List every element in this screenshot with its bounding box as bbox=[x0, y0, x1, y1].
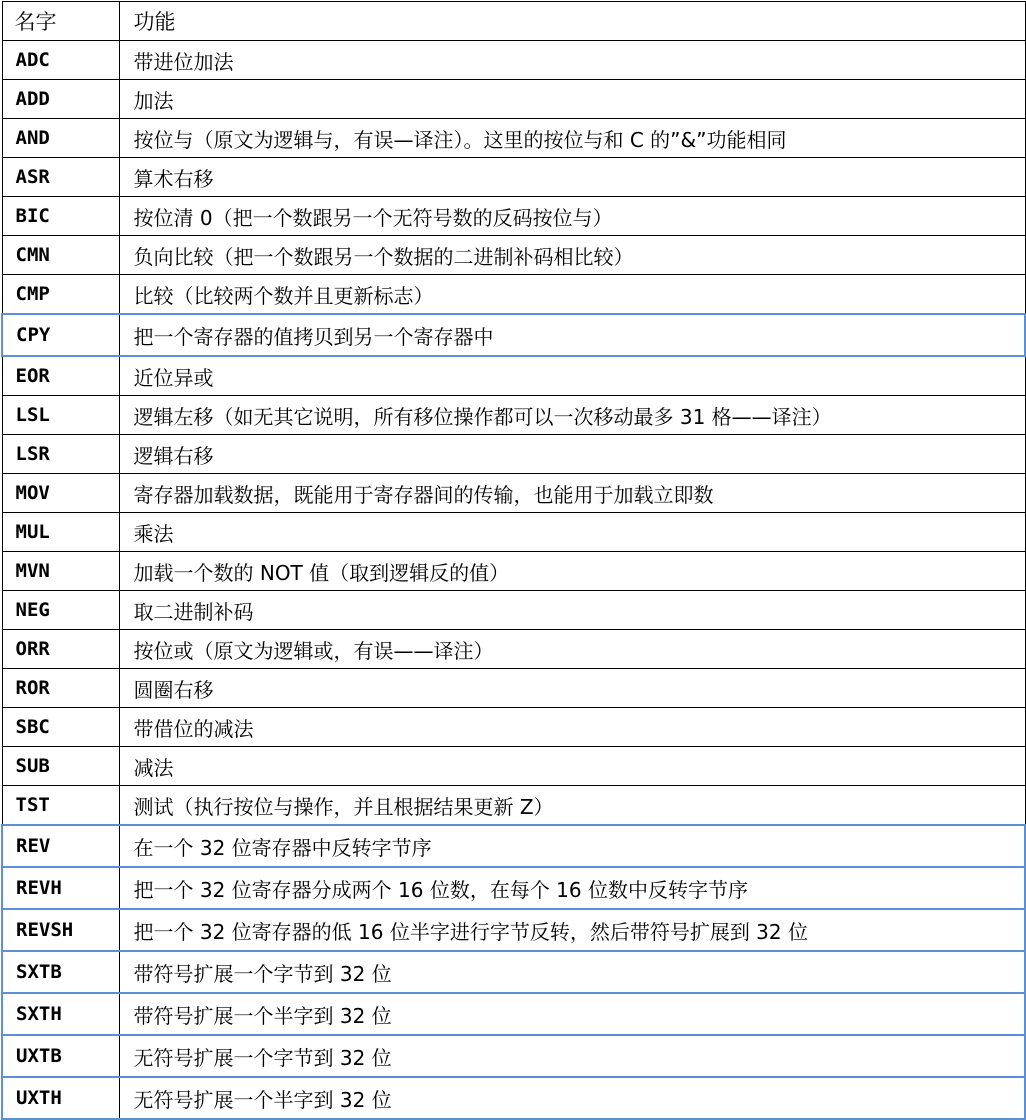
instruction-function-cell: 圆圈右移 bbox=[119, 669, 1025, 708]
instruction-function-cell: 无符号扩展一个半字到 32 位 bbox=[119, 1077, 1025, 1119]
table-row bbox=[2, 867, 1025, 909]
instruction-function-cell: 取二进制补码 bbox=[119, 591, 1025, 630]
instruction-name-cell: CPY bbox=[2, 314, 119, 356]
instruction-name-cell: MOV bbox=[2, 474, 119, 513]
table-row bbox=[2, 591, 1025, 630]
instruction-name-cell: UXTB bbox=[2, 1035, 119, 1077]
table-row bbox=[2, 669, 1025, 708]
instruction-name-cell: NEG bbox=[2, 591, 119, 630]
table-row bbox=[2, 630, 1025, 669]
column-header-name: 名字 bbox=[2, 2, 119, 41]
table-row bbox=[2, 513, 1025, 552]
instruction-function-cell: 减法 bbox=[119, 747, 1025, 786]
instruction-function-cell: 算术右移 bbox=[119, 158, 1025, 197]
instruction-function-cell: 近位异或 bbox=[119, 356, 1025, 396]
table-row bbox=[2, 909, 1025, 951]
instruction-function-cell: 带进位加法 bbox=[119, 41, 1025, 80]
instruction-name-cell: SBC bbox=[2, 708, 119, 747]
instruction-name-cell: UXTH bbox=[2, 1077, 119, 1119]
instruction-function-cell: 带符号扩展一个半字到 32 位 bbox=[119, 993, 1025, 1035]
instruction-function-cell: 把一个 32 位寄存器的低 16 位半字进行字节反转，然后带符号扩展到 32 位 bbox=[119, 909, 1025, 951]
table-row bbox=[2, 993, 1025, 1035]
table-row bbox=[2, 951, 1025, 993]
table-row bbox=[2, 236, 1025, 275]
instruction-function-cell: 带符号扩展一个字节到 32 位 bbox=[119, 951, 1025, 993]
instruction-name-cell: ADD bbox=[2, 80, 119, 119]
table-body bbox=[2, 41, 1025, 1120]
instruction-name-cell: ADC bbox=[2, 41, 119, 80]
instruction-name-cell: REVH bbox=[2, 867, 119, 909]
instruction-function-cell: 负向比较（把一个数跟另一个数据的二进制补码相比较） bbox=[119, 236, 1025, 275]
table-row bbox=[2, 275, 1025, 315]
table-row bbox=[2, 119, 1025, 158]
instruction-name-cell: TST bbox=[2, 786, 119, 826]
instruction-function-cell: 乘法 bbox=[119, 513, 1025, 552]
table-row bbox=[2, 314, 1025, 356]
instruction-function-cell: 按位或（原文为逻辑或，有误——译注） bbox=[119, 630, 1025, 669]
table-row bbox=[2, 747, 1025, 786]
instruction-function-cell: 带借位的减法 bbox=[119, 708, 1025, 747]
instruction-name-cell: ORR bbox=[2, 630, 119, 669]
instruction-function-cell: 加载一个数的 NOT 值（取到逻辑反的值） bbox=[119, 552, 1025, 591]
table-row bbox=[2, 786, 1025, 826]
instruction-name-cell: BIC bbox=[2, 197, 119, 236]
instruction-name-cell: ASR bbox=[2, 158, 119, 197]
instruction-function-cell: 比较（比较两个数并且更新标志） bbox=[119, 275, 1025, 315]
instruction-name-cell: SUB bbox=[2, 747, 119, 786]
table-row bbox=[2, 825, 1025, 867]
instruction-function-cell: 加法 bbox=[119, 80, 1025, 119]
instruction-name-cell: MUL bbox=[2, 513, 119, 552]
instruction-name-cell: EOR bbox=[2, 356, 119, 396]
instruction-name-cell: CMN bbox=[2, 236, 119, 275]
instruction-name-cell: SXTH bbox=[2, 993, 119, 1035]
instruction-name-cell: ROR bbox=[2, 669, 119, 708]
instruction-name-cell: AND bbox=[2, 119, 119, 158]
instruction-name-cell: REVSH bbox=[2, 909, 119, 951]
instruction-function-cell: 按位与（原文为逻辑与，有误—译注）。这里的按位与和 C 的”&”功能相同 bbox=[119, 119, 1025, 158]
table-row bbox=[2, 396, 1025, 435]
instruction-function-cell: 逻辑左移（如无其它说明，所有移位操作都可以一次移动最多 31 格——译注） bbox=[119, 396, 1025, 435]
instruction-name-cell: CMP bbox=[2, 275, 119, 315]
table-row bbox=[2, 356, 1025, 396]
instruction-name-cell: SXTB bbox=[2, 951, 119, 993]
table-header-row bbox=[2, 2, 1025, 41]
instruction-function-cell: 按位清 0（把一个数跟另一个无符号数的反码按位与） bbox=[119, 197, 1025, 236]
instruction-function-cell: 在一个 32 位寄存器中反转字节序 bbox=[119, 825, 1025, 867]
instruction-name-cell: LSL bbox=[2, 396, 119, 435]
column-header-function: 功能 bbox=[119, 2, 1025, 41]
table-row bbox=[2, 158, 1025, 197]
table-row bbox=[2, 197, 1025, 236]
table-row bbox=[2, 1035, 1025, 1077]
instruction-function-cell: 测试（执行按位与操作，并且根据结果更新 Z） bbox=[119, 786, 1025, 826]
instruction-function-cell: 把一个 32 位寄存器分成两个 16 位数，在每个 16 位数中反转字节序 bbox=[119, 867, 1025, 909]
table-row bbox=[2, 552, 1025, 591]
instruction-name-cell: MVN bbox=[2, 552, 119, 591]
instruction-function-cell: 把一个寄存器的值拷贝到另一个寄存器中 bbox=[119, 314, 1025, 356]
instruction-name-cell: REV bbox=[2, 825, 119, 867]
instruction-function-cell: 寄存器加载数据，既能用于寄存器间的传输，也能用于加载立即数 bbox=[119, 474, 1025, 513]
table-row bbox=[2, 80, 1025, 119]
instruction-function-cell: 无符号扩展一个字节到 32 位 bbox=[119, 1035, 1025, 1077]
table-row bbox=[2, 1077, 1025, 1119]
instruction-name-cell: LSR bbox=[2, 435, 119, 474]
instruction-function-cell: 逻辑右移 bbox=[119, 435, 1025, 474]
instruction-table bbox=[1, 1, 1026, 1120]
table-row bbox=[2, 474, 1025, 513]
table-row bbox=[2, 435, 1025, 474]
table-row bbox=[2, 41, 1025, 80]
table-row bbox=[2, 708, 1025, 747]
